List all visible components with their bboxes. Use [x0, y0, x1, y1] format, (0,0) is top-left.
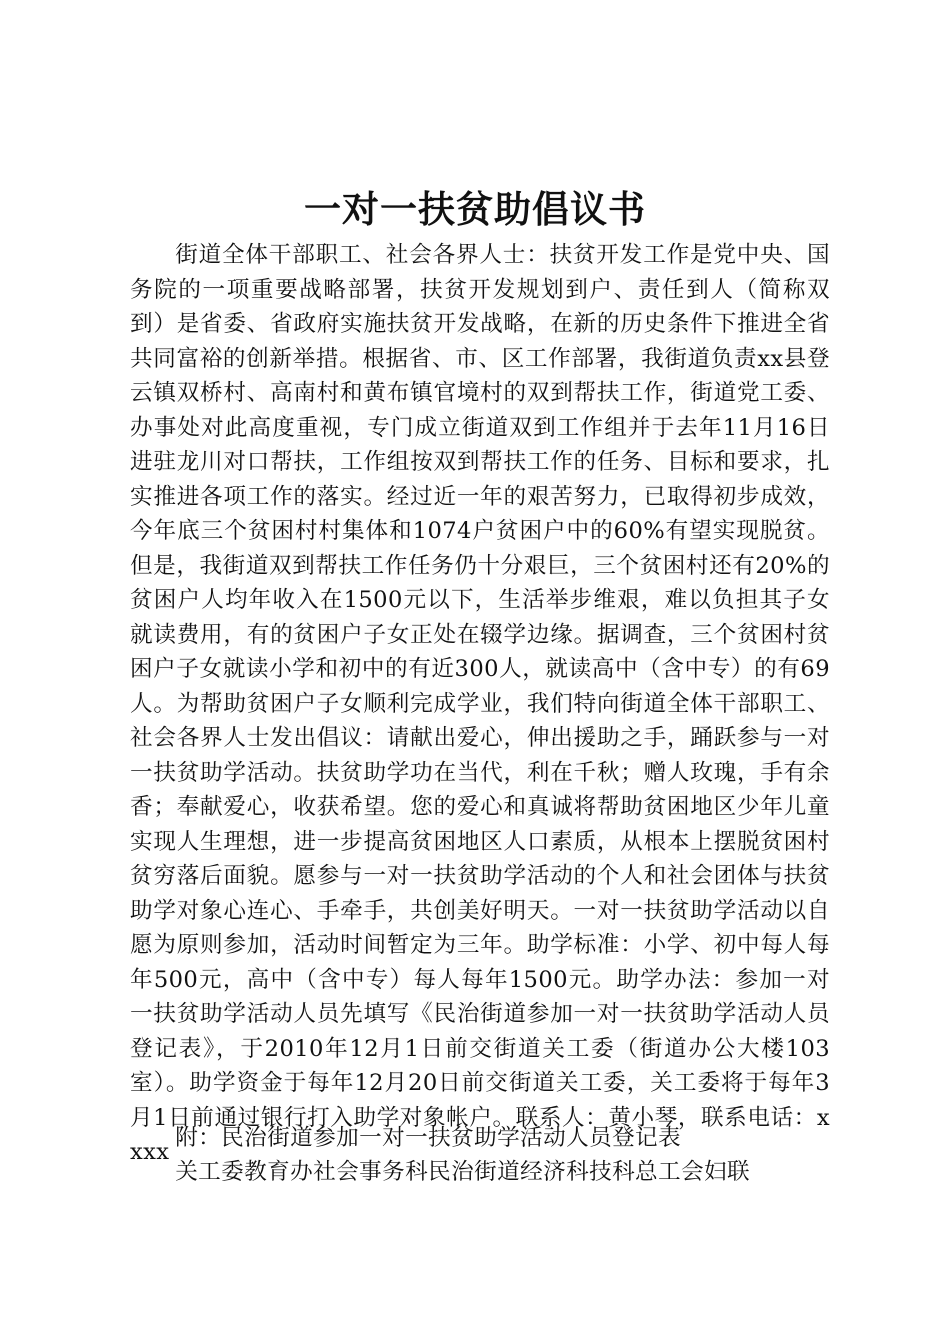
- document-title: 一对一扶贫助倡议书: [304, 187, 646, 231]
- attachment-line: 附：民治街道参加一对一扶贫助学活动人员登记表: [175, 1125, 682, 1151]
- proposal-body-paragraph: 街道全体干部职工、社会各界人士：扶贫开发工作是党中央、国务院的一项重要战略部署，扶贫开发规划到户、责任到人（简称双到）是省委、省政府实施扶贫开发战略，在新的历史条件下推进全省共同富裕的创新举措。根据省、市、区工作部署，我街道负责xx县登云镇双桥村、高南村和黄布镇官境村的双到帮扶工作，街道党工委、办事处对此高度重视，专门成立街道双到工作组并于去年11月16日进驻龙川对口帮扶，工作组按双到帮扶工作的任务、目标和要求，扎实推进各项工作的落实。经过近一年的艰苦努力，已取得初步成效，今年底三个贫困村村集体和1074户贫困户中的60%有望实现脱贫。但是，我街道双到帮扶工作任务仍十分艰巨，三个贫困村还有20%的贫困户人均年收入在1500元以下，生活举步维艰，难以负担其子女就读费用，有的贫困户子女正处在辍学边缘。据调查，三个贫困村贫困户子女就读小学和初中的有近300人，就读高中（含中专）的有69人。为帮助贫困户子女顺利完成学业，我们特向街道全体干部职工、社会各界人士发出倡议：请献出爱心，伸出援助之手，踊跃参与一对一扶贫助学活动。扶贫助学功在当代，利在千秋；赠人玫瑰，手有余香；奉献爱心，收获希望。您的爱心和真诚将帮助贫困地区少年儿童实现人生理想，进一步提高贫困地区人口素质，从根本上摆脱贫困村贫穷落后面貌。愿参与一对一扶贫助学活动的个人和社会团体与扶贫助学对象心连心、手牵手，共创美好明天。一对一扶贫助学活动以自愿为原则参加，活动时间暂定为三年。助学标准：小学、初中每人每年500元，高中（含中专）每人每年1500元。助学办法：参加一对一扶贫助学活动人员先填写《民治街道参加一对一扶贫助学活动人员登记表》，于2010年12月1日前交街道关工委（街道办公大楼103室）。助学资金于每年12月20日前交街道关工委，关工委将于每年3月1日前通过银行打入助学对象帐户。联系人：黄小琴，联系电话：xxxx: [130, 242, 830, 1165]
- signatories-line: 关工委教育办社会事务科民治街道经济科技科总工会妇联: [175, 1159, 751, 1185]
